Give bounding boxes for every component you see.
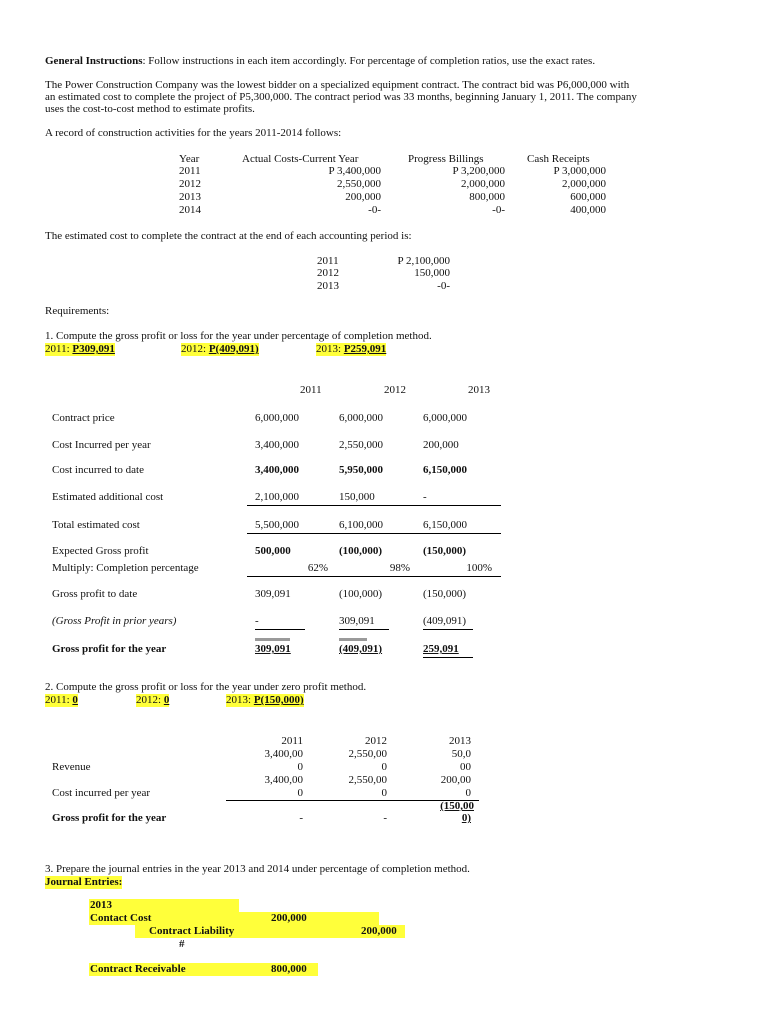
cell-2011: 3,400,000 (255, 439, 299, 451)
cost-label: Cost incurred per year (52, 787, 151, 799)
cell-2011: 62% (307, 562, 328, 574)
cell-2013: - (423, 491, 427, 503)
journal-highlight (239, 912, 379, 925)
activity-year: 2013 (179, 191, 201, 203)
cell-2012: 6,000,000 (339, 412, 383, 424)
activity-billings: P 3,200,000 (452, 165, 505, 177)
final-rule (423, 657, 473, 658)
gp-2013-cont: 0) (461, 812, 471, 824)
activity-receipts: 400,000 (570, 204, 606, 216)
gp-2011: - (299, 812, 303, 824)
percent-rule (247, 576, 501, 577)
cost-2012-cont: 0 (381, 787, 387, 799)
cell-2012: 309,091 (339, 615, 375, 627)
revenue-2013: 50,0 (451, 748, 471, 760)
cost-2013-cont: 0 (465, 787, 471, 799)
row-label: Total estimated cost (52, 519, 140, 531)
answer-value: P(150,000) (253, 694, 304, 706)
answer-label: 2011: (45, 694, 73, 706)
journal-credit-amount: 200,000 (361, 925, 397, 937)
req2-answer-2011 (45, 694, 78, 707)
cell-2012: (100,000) (339, 545, 383, 557)
estimate-intro: The estimated cost to complete the contract at the end of each accounting period is: (45, 230, 412, 242)
general-instructions (45, 55, 595, 68)
row-label: Gross profit to date (52, 588, 138, 600)
cost-2011: 3,400,00 (264, 774, 303, 786)
req2-year-header: 2013 (449, 735, 471, 747)
req1-answer-2013 (316, 343, 386, 356)
answer-label: 2011: (45, 343, 73, 355)
req2-answer-2013 (226, 694, 304, 707)
activity-intro: A record of construction activities for the years 2011-2014 follows: (45, 127, 342, 139)
gp-2013: (150,00 (440, 800, 474, 812)
estimate-year: 2012 (317, 267, 339, 279)
cell-2012: 98% (389, 562, 410, 574)
activity-header-receipts: Cash Receipts (527, 153, 590, 165)
activity-receipts: 600,000 (570, 191, 606, 203)
activity-year: 2014 (179, 204, 201, 216)
gp-2012: - (383, 812, 387, 824)
answer-value: P259,091 (343, 343, 387, 355)
estimate-amount: -0- (437, 280, 450, 292)
cell-2012: 5,950,000 (339, 464, 383, 476)
activity-header-billings: Progress Billings (408, 153, 484, 165)
journal-year: 2013 (90, 899, 112, 911)
activity-year: 2011 (179, 165, 201, 177)
requirements-heading: Requirements: (45, 305, 110, 317)
revenue-label: Revenue (52, 761, 91, 773)
activity-actual: 200,000 (345, 191, 381, 203)
cell-2012: (100,000) (339, 588, 383, 600)
row-label: Contract price (52, 412, 115, 424)
cell-2013: (150,000) (423, 545, 467, 557)
activity-receipts: P 3,000,000 (553, 165, 606, 177)
activity-actual: P 3,400,000 (328, 165, 381, 177)
estimate-amount: P 2,100,000 (397, 255, 450, 267)
cell-2011: 309,091 (255, 643, 291, 655)
req3-title: 3. Prepare the journal entries in the year 2013 and 2014 under percentage of completion method. (45, 863, 470, 875)
journal-hash: # (179, 938, 185, 950)
estimate-year: 2011 (317, 255, 339, 267)
row-label: Cost Incurred per year (52, 439, 151, 451)
cell-2011: 500,000 (255, 545, 291, 557)
general-instructions-text: : Follow instructions in each item accordingly. For percentage of completion ratios, use the exact rates. (142, 55, 596, 67)
estimate-year: 2013 (317, 280, 339, 292)
cell-2013: (409,091) (423, 615, 467, 627)
revenue-2012-cont: 0 (381, 761, 387, 773)
revenue-2011: 3,400,00 (264, 748, 303, 760)
row-label: Estimated additional cost (52, 491, 164, 503)
cell-2011: - (255, 615, 259, 627)
row-label: (Gross Profit in prior years) (52, 615, 177, 627)
activity-header-year: Year (179, 153, 200, 165)
activity-actual: -0- (368, 204, 381, 216)
req1-answer-2012 (181, 343, 259, 356)
double-rule-mark (255, 638, 290, 641)
cell-2011: 3,400,000 (255, 464, 299, 476)
revenue-2013-cont: 00 (460, 761, 471, 773)
req1-year-header: 2012 (384, 384, 406, 396)
cell-2011: 6,000,000 (255, 412, 299, 424)
cell-2013: 259,091 (423, 643, 459, 655)
problem-text-line-2: an estimated cost to complete the project of P5,300,000. The contract period was 33 months, beginning January 1, 2011. The company (45, 91, 637, 103)
cell-2013: 200,000 (423, 439, 459, 451)
journal-debit-amount: 200,000 (271, 912, 307, 924)
req2-answer-2012 (136, 694, 169, 707)
cell-2013: 6,150,000 (423, 464, 467, 476)
row-label: Expected Gross profit (52, 545, 149, 557)
req2-title: 2. Compute the gross profit or loss for the year under zero profit method. (45, 681, 367, 693)
activity-actual: 2,550,000 (337, 178, 381, 190)
answer-value: P(409,091) (208, 343, 259, 355)
answer-label: 2012: (181, 343, 209, 355)
answer-value: 0 (72, 694, 78, 706)
activity-year: 2012 (179, 178, 201, 190)
answer-label: 2012: (136, 694, 164, 706)
req1-year-header: 2013 (468, 384, 490, 396)
req1-answer-2011 (45, 343, 115, 356)
cell-2012: 6,100,000 (339, 519, 383, 531)
problem-text-line-1: The Power Construction Company was the lowest bidder on a specialized equipment contract. The contract bid was P6,000,000 with (45, 79, 630, 91)
req1-year-header: 2011 (300, 384, 322, 396)
journal-credit-account: Contract Liability (149, 925, 235, 937)
answer-value: 0 (163, 694, 170, 706)
revenue-2012: 2,550,00 (348, 748, 387, 760)
row-label: Gross profit for the year (52, 643, 167, 655)
total-rule (247, 533, 501, 534)
journal-debit-account: Contact Cost (90, 912, 152, 924)
req2-year-header: 2011 (281, 735, 303, 747)
double-rule-mark (339, 638, 367, 641)
prior-rule (423, 629, 473, 630)
cost-2011-cont: 0 (297, 787, 303, 799)
activity-billings: 2,000,000 (461, 178, 505, 190)
general-instructions-label: General Instructions (45, 55, 143, 67)
problem-text-line-3: uses the cost-to-cost method to estimate profits. (45, 103, 255, 115)
cell-2011: 309,091 (255, 588, 291, 600)
req2-gp-label: Gross profit for the year (52, 812, 167, 824)
subtotal-rule (247, 505, 501, 506)
prior-rule (255, 629, 305, 630)
cell-2012: (409,091) (339, 643, 383, 655)
cost-2013: 200,00 (440, 774, 471, 786)
activity-header-actual: Actual Costs-Current Year (242, 153, 359, 165)
prior-rule (339, 629, 389, 630)
journal-entries-label: Journal Entries: (45, 876, 123, 888)
activity-billings: -0- (492, 204, 505, 216)
cell-2013: 6,000,000 (423, 412, 467, 424)
answer-value: P309,091 (72, 343, 115, 355)
journal-debit-amount-2: 800,000 (271, 963, 307, 975)
req2-year-header: 2012 (365, 735, 387, 747)
activity-billings: 800,000 (469, 191, 505, 203)
cell-2013: (150,000) (423, 588, 467, 600)
cell-2013: 100% (466, 562, 492, 574)
cell-2012: 2,550,000 (339, 439, 383, 451)
journal-debit-account-2: Contract Receivable (90, 963, 186, 975)
cell-2011: 5,500,000 (255, 519, 299, 531)
revenue-2011-cont: 0 (297, 761, 303, 773)
req1-title: 1. Compute the gross profit or loss for the year under percentage of completion method. (45, 330, 432, 342)
row-label: Multiply: Completion percentage (52, 562, 199, 574)
answer-label: 2013: (226, 694, 254, 706)
activity-receipts: 2,000,000 (562, 178, 606, 190)
estimate-amount: 150,000 (414, 267, 450, 279)
answer-label: 2013: (316, 343, 344, 355)
cell-2011: 2,100,000 (255, 491, 299, 503)
cell-2013: 6,150,000 (423, 519, 467, 531)
row-label: Cost incurred to date (52, 464, 144, 476)
cost-2012: 2,550,00 (348, 774, 387, 786)
cell-2012: 150,000 (339, 491, 375, 503)
